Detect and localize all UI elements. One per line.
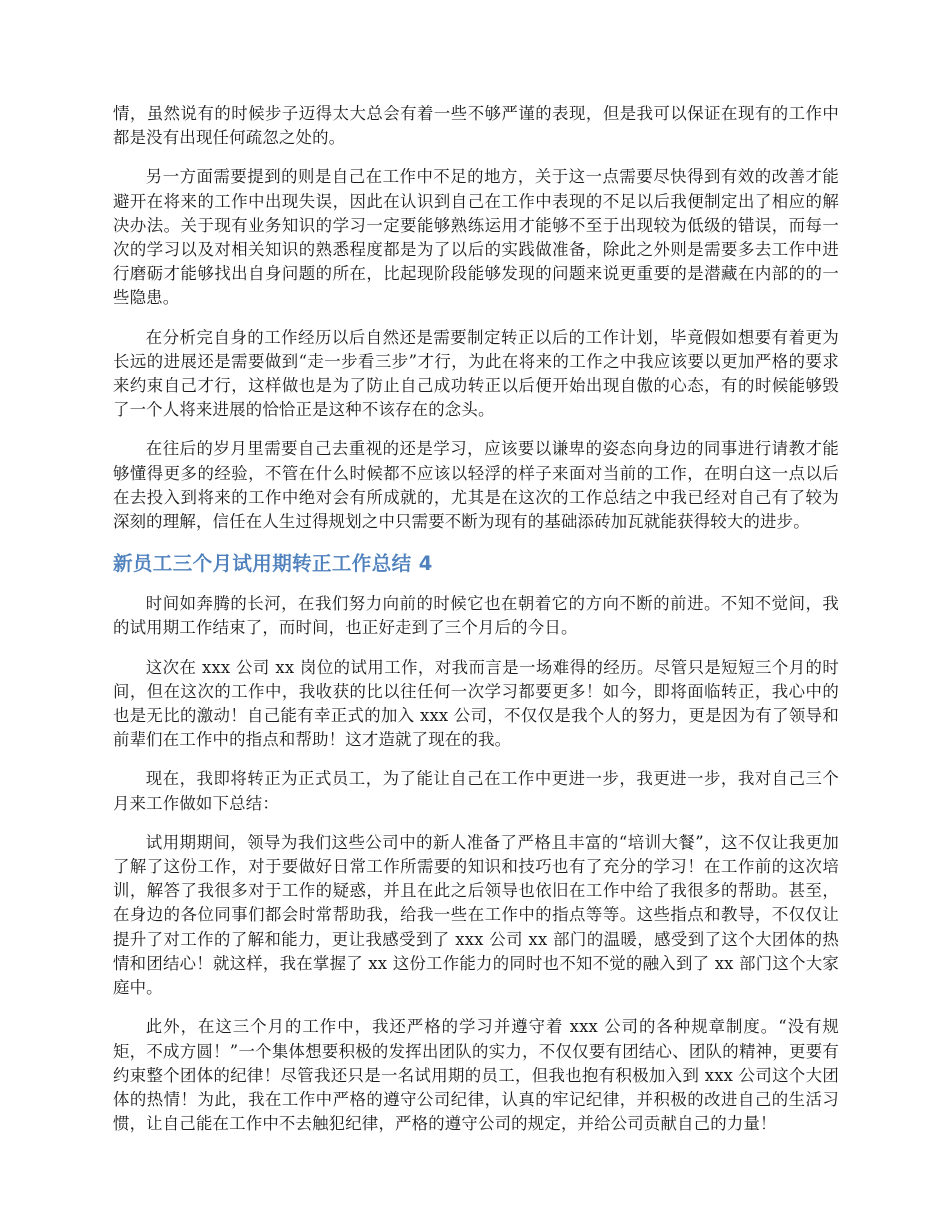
paragraph-time-flow: 时间如奔腾的长河，在我们努力向前的时候它也在朝着它的方向不断的前进。不知不觉间，我的试用期工作结束了，而时间，也正好走到了三个月后的今日。 bbox=[113, 594, 839, 638]
section-heading: 新员工三个月试用期转正工作总结 4 bbox=[113, 552, 433, 576]
paragraph-trial-experience: 这次在 xxx 公司 xx 岗位的试用工作，对我而言是一场难得的经历。尽管只是短短三个月的时间，但在这次的工作中，我收获的比以往任何一次学习都要更多！如今，即将面临转正，我心中的也是无比的激动！自己能有幸正式的加入 xxx 公司，不仅仅是我个人的努力，更是因为有了领导和前辈们在工作中的指点和帮助！这才造就了现在的我。 bbox=[113, 657, 839, 750]
paragraph-training: 试用期期间，领导为我们这些公司中的新人准备了严格且丰富的“培训大餐”，这不仅让我更加了解了这份工作，对于要做好日常工作所需要的知识和技巧也有了充分的学习！在工作前的这次培训，解答了我很多对于工作的疑惑，并且在此之后领导也依旧在工作中给了我很多的帮助。甚至，在身边的各位同事们都会时常帮助我，给我一些在工作中的指点等等。这些指点和教导，不仅仅让提升了对工作的了解和能力，更让我感受到了 xxx 公司 xx 部门的温暖，感受到了这个大团体的热情和团结心！就这样，我在掌握了 xx 这份工作能力的同时也不知不觉的融入到了 xx 部门这个大家庭中。 bbox=[113, 832, 839, 998]
paragraph-summary-intro: 现在，我即将转正为正式员工，为了能让自己在工作中更进一步，我更进一步，我对自己三个月来工作做如下总结： bbox=[113, 769, 839, 813]
paragraph-continued: 情，虽然说有的时候步子迈得太大总会有着一些不够严谨的表现，但是我可以保证在现有的工作中都是没有出现任何疏忽之处的。 bbox=[113, 104, 839, 148]
paragraph-discipline: 此外，在这三个月的工作中，我还严格的学习并遵守着 xxx 公司的各种规章制度。“没有规矩，不成方圆！”一个集体想要积极的发挥出团队的实力，不仅仅要有团结心、团队的精神，更要有约束整个团体的纪律！尽管我还只是一名试用期的员工，但我也抱有积极加入到 xxx 公司这个大团体的热情！为此，我在工作中严格的遵守公司纪律，认真的牢记纪律，并积极的改进自己的生活习惯，让自己能在工作中不去触犯纪律，严格的遵守公司的规定，并给公司贡献自己的力量！ bbox=[113, 1017, 839, 1134]
document-page bbox=[113, 102, 839, 1151]
paragraph-work-plan: 在分析完自身的工作经历以后自然还是需要制定转正以后的工作计划，毕竟假如想要有着更为长远的进展还是需要做到“走一步看三步”才行，为此在将来的工作之中我应该要以更加严格的要求来约束自己才行，这样做也是为了防止自己成功转正以后便开始出现自傲的心态，有的时候能够毁了一个人将来进展的恰恰正是这种不该存在的念头。 bbox=[113, 327, 839, 420]
paragraph-shortcomings: 另一方面需要提到的则是自己在工作中不足的地方，关于这一点需要尽快得到有效的改善才能避开在将来的工作中出现失误，因此在认识到自己在工作中表现的不足以后我便制定出了相应的解决办法。关于现有业务知识的学习一定要能够熟练运用才能够不至于出现较为低级的错误，而每一次的学习以及对相关知识的熟悉程度都是为了以后的实践做准备，除此之外则是需要多去工作中进行磨砺才能够找出自身问题的所在，比起现阶段能够发现的问题来说更重要的是潜藏在内部的的一些隐患。 bbox=[113, 167, 839, 308]
paragraph-learning: 在往后的岁月里需要自己去重视的还是学习，应该要以谦卑的姿态向身边的同事进行请教才能够懂得更多的经验，不管在什么时候都不应该以轻浮的样子来面对当前的工作，在明白这一点以后在去投入到将来的工作中绝对会有所成就的，尤其是在这次的工作总结之中我已经对自己有了较为深刻的理解，信任在人生过得规划之中只需要不断为现有的基础添砖加瓦就能获得较大的进步。 bbox=[113, 439, 839, 532]
